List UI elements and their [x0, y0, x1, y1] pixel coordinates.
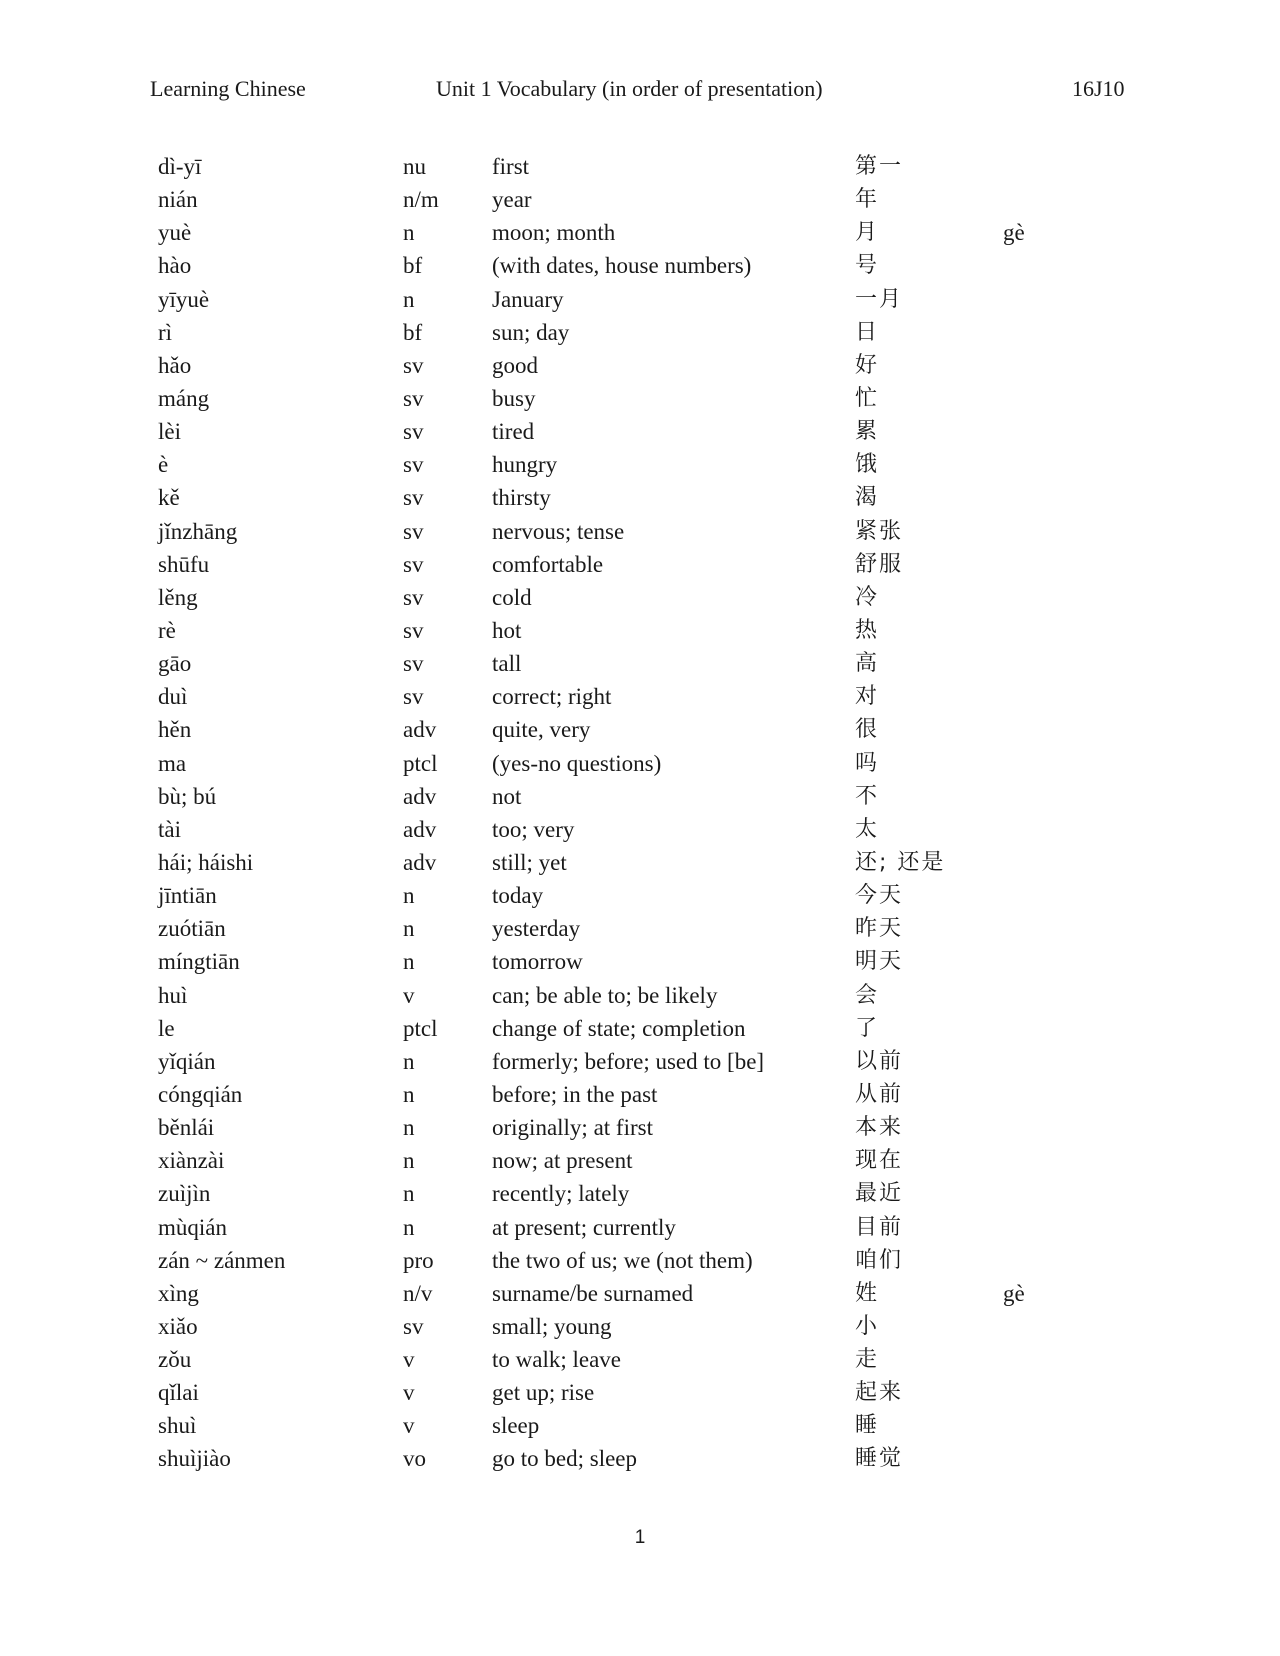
part-of-speech-cell: n — [403, 1115, 415, 1141]
vocab-row — [0, 1144, 1280, 1177]
chinese-characters-cell: 姓 — [855, 1280, 880, 1306]
pinyin-cell: huì — [158, 982, 188, 1008]
part-of-speech-cell: nu — [403, 154, 426, 179]
part-of-speech-cell: n — [403, 1081, 415, 1107]
pinyin-cell: jǐnzhāng — [158, 518, 238, 544]
pinyin-cell: jīntiān — [158, 883, 217, 909]
vocab-row — [0, 382, 1280, 415]
vocab-row — [0, 912, 1280, 945]
chinese-characters-cell: 年 — [855, 187, 880, 213]
pinyin-cell: shūfu — [158, 551, 210, 577]
english-meaning-cell: tall — [492, 651, 522, 677]
chinese-characters-cell: 目前 — [855, 1214, 904, 1240]
vocab-row — [0, 1442, 1280, 1475]
english-meaning-cell: too; very — [492, 816, 575, 842]
pinyin-cell: le — [158, 1015, 175, 1041]
vocab-row — [0, 1310, 1280, 1343]
english-meaning-cell: tomorrow — [492, 949, 583, 975]
part-of-speech-cell: n — [403, 220, 415, 246]
chinese-characters-cell: 了 — [855, 1015, 880, 1041]
header-course-title: Learning Chinese — [150, 76, 306, 101]
vocab-row — [0, 316, 1280, 349]
chinese-characters-cell: 太 — [855, 816, 880, 842]
pinyin-cell: è — [158, 452, 169, 478]
vocab-row — [0, 1012, 1280, 1045]
part-of-speech-cell: n/m — [403, 187, 439, 213]
english-meaning-cell: thirsty — [492, 485, 551, 511]
pinyin-cell: hái; háishi — [158, 849, 254, 875]
pinyin-cell: xìng — [158, 1280, 199, 1306]
english-meaning-cell: busy — [492, 385, 536, 411]
part-of-speech-cell: adv — [403, 783, 437, 809]
pinyin-cell: míngtiān — [158, 949, 240, 975]
part-of-speech-cell: v — [403, 1347, 415, 1373]
part-of-speech-cell: vo — [403, 1446, 426, 1472]
part-of-speech-cell: sv — [403, 419, 424, 445]
pinyin-cell: xiànzài — [158, 1148, 225, 1174]
chinese-characters-cell: 高 — [855, 651, 880, 677]
vocab-row — [0, 879, 1280, 912]
chinese-characters-cell: 日 — [855, 319, 880, 345]
chinese-characters-cell: 从前 — [855, 1081, 904, 1107]
vocab-row — [0, 1177, 1280, 1210]
pinyin-cell: zǒu — [158, 1347, 192, 1373]
english-meaning-cell: surname/be surnamed — [492, 1280, 694, 1306]
vocab-row — [0, 349, 1280, 382]
pinyin-cell: yǐqián — [158, 1048, 216, 1074]
vocab-row — [0, 548, 1280, 581]
pinyin-cell: hào — [158, 253, 192, 279]
part-of-speech-cell: sv — [403, 551, 424, 577]
part-of-speech-cell: bf — [403, 253, 423, 279]
part-of-speech-cell: n — [403, 286, 415, 312]
chinese-characters-cell: 昨天 — [855, 916, 904, 942]
english-meaning-cell: hot — [492, 617, 522, 643]
pinyin-cell: yuè — [158, 220, 192, 246]
english-meaning-cell: formerly; before; used to [be] — [492, 1048, 765, 1074]
chinese-characters-cell: 睡觉 — [855, 1446, 904, 1472]
chinese-characters-cell: 还; 还是 — [855, 849, 946, 875]
vocab-row — [0, 647, 1280, 680]
chinese-characters-cell: 起来 — [855, 1380, 904, 1406]
chinese-characters-cell: 热 — [855, 617, 880, 643]
pinyin-cell: cóngqián — [158, 1081, 243, 1107]
vocab-row — [0, 448, 1280, 481]
part-of-speech-cell: n/v — [403, 1280, 433, 1306]
chinese-characters-cell: 紧张 — [855, 518, 904, 544]
chinese-characters-cell: 累 — [855, 419, 880, 445]
vocab-row — [0, 515, 1280, 548]
vocab-row — [0, 614, 1280, 647]
measure-word-cell: gè — [1003, 220, 1025, 246]
part-of-speech-cell: n — [403, 949, 415, 975]
chinese-characters-cell: 号 — [855, 253, 880, 279]
chinese-characters-cell: 以前 — [855, 1048, 904, 1074]
english-meaning-cell: recently; lately — [492, 1181, 630, 1207]
vocab-row — [0, 1277, 1280, 1310]
vocab-row — [0, 1045, 1280, 1078]
part-of-speech-cell: n — [403, 916, 415, 942]
part-of-speech-cell: n — [403, 1181, 415, 1207]
english-meaning-cell: first — [492, 154, 530, 179]
chinese-characters-cell: 最近 — [855, 1181, 904, 1207]
english-meaning-cell: moon; month — [492, 220, 616, 246]
part-of-speech-cell: n — [403, 883, 415, 909]
chinese-characters-cell: 明天 — [855, 949, 904, 975]
part-of-speech-cell: sv — [403, 584, 424, 610]
part-of-speech-cell: bf — [403, 319, 423, 345]
part-of-speech-cell: sv — [403, 617, 424, 643]
vocab-row — [0, 680, 1280, 713]
pinyin-cell: shuì — [158, 1413, 197, 1439]
chinese-characters-cell: 会 — [855, 982, 880, 1008]
english-meaning-cell: at present; currently — [492, 1214, 676, 1240]
english-meaning-cell: small; young — [492, 1313, 612, 1339]
vocab-row — [0, 1078, 1280, 1111]
part-of-speech-cell: pro — [403, 1247, 434, 1273]
english-meaning-cell: originally; at first — [492, 1115, 653, 1141]
pinyin-cell: kě — [158, 485, 180, 511]
pinyin-cell: nián — [158, 187, 198, 213]
chinese-characters-cell: 咱们 — [855, 1247, 904, 1273]
vocab-row — [0, 581, 1280, 614]
english-meaning-cell: (yes-no questions) — [492, 750, 662, 776]
pinyin-cell: xiǎo — [158, 1313, 198, 1339]
part-of-speech-cell: v — [403, 1413, 415, 1439]
english-meaning-cell: sun; day — [492, 319, 570, 345]
pinyin-cell: dì-yī — [158, 154, 202, 179]
english-meaning-cell: go to bed; sleep — [492, 1446, 637, 1472]
english-meaning-cell: good — [492, 352, 538, 378]
english-meaning-cell: comfortable — [492, 551, 604, 577]
part-of-speech-cell: v — [403, 982, 415, 1008]
pinyin-cell: duì — [158, 684, 188, 710]
english-meaning-cell: sleep — [492, 1413, 540, 1439]
vocab-row — [0, 150, 1280, 183]
part-of-speech-cell: sv — [403, 352, 424, 378]
part-of-speech-cell: ptcl — [403, 1015, 438, 1041]
chinese-characters-cell: 忙 — [855, 385, 880, 411]
pinyin-cell: ma — [158, 750, 187, 776]
chinese-characters-cell: 第一 — [855, 154, 904, 179]
pinyin-cell: rì — [158, 319, 173, 345]
chinese-characters-cell: 冷 — [855, 584, 880, 610]
chinese-characters-cell: 一月 — [855, 286, 904, 312]
english-meaning-cell: cold — [492, 584, 532, 610]
english-meaning-cell: quite, very — [492, 717, 591, 743]
vocab-row — [0, 846, 1280, 879]
header-code: 16J10 — [1072, 76, 1125, 101]
vocab-row — [0, 183, 1280, 216]
pinyin-cell: shuìjiào — [158, 1446, 231, 1472]
chinese-characters-cell: 对 — [855, 684, 880, 710]
pinyin-cell: lèi — [158, 419, 181, 445]
vocab-row — [0, 1409, 1280, 1442]
english-meaning-cell: (with dates, house numbers) — [492, 253, 752, 279]
chinese-characters-cell: 好 — [855, 352, 880, 378]
part-of-speech-cell: ptcl — [403, 750, 438, 776]
vocab-row — [0, 1376, 1280, 1409]
vocab-row — [0, 713, 1280, 746]
english-meaning-cell: nervous; tense — [492, 518, 625, 544]
english-meaning-cell: correct; right — [492, 684, 612, 710]
english-meaning-cell: change of state; completion — [492, 1015, 746, 1041]
page-number: 1 — [634, 1527, 646, 1548]
chinese-characters-cell: 月 — [855, 220, 880, 246]
vocab-row — [0, 1244, 1280, 1277]
english-meaning-cell: before; in the past — [492, 1081, 658, 1107]
pinyin-cell: máng — [158, 385, 210, 411]
part-of-speech-cell: sv — [403, 452, 424, 478]
pinyin-cell: rè — [158, 617, 176, 643]
chinese-characters-cell: 吗 — [855, 750, 880, 776]
part-of-speech-cell: n — [403, 1048, 415, 1074]
pinyin-cell: tài — [158, 816, 181, 842]
english-meaning-cell: tired — [492, 419, 535, 445]
pinyin-cell: zán ~ zánmen — [158, 1247, 286, 1273]
vocab-row — [0, 747, 1280, 780]
vocab-row — [0, 945, 1280, 978]
chinese-characters-cell: 饿 — [855, 452, 880, 478]
chinese-characters-cell: 本来 — [855, 1115, 904, 1141]
pinyin-cell: bù; bú — [158, 783, 217, 809]
vocab-row — [0, 1111, 1280, 1144]
pinyin-cell: hǎo — [158, 352, 192, 378]
english-meaning-cell: the two of us; we (not them) — [492, 1247, 753, 1273]
pinyin-cell: qǐlai — [158, 1380, 199, 1406]
english-meaning-cell: yesterday — [492, 916, 581, 942]
vocab-row — [0, 481, 1280, 514]
part-of-speech-cell: sv — [403, 485, 424, 511]
part-of-speech-cell: n — [403, 1148, 415, 1174]
english-meaning-cell: January — [492, 286, 564, 312]
vocab-row — [0, 283, 1280, 316]
english-meaning-cell: hungry — [492, 452, 558, 478]
pinyin-cell: mùqián — [158, 1214, 227, 1240]
chinese-characters-cell: 小 — [855, 1313, 880, 1339]
chinese-characters-cell: 睡 — [855, 1413, 880, 1439]
english-meaning-cell: today — [492, 883, 544, 909]
header-unit-title: Unit 1 Vocabulary (in order of presentation) — [436, 76, 823, 101]
pinyin-cell: lěng — [158, 584, 198, 610]
pinyin-cell: zuótiān — [158, 916, 226, 942]
part-of-speech-cell: sv — [403, 385, 424, 411]
part-of-speech-cell: adv — [403, 849, 437, 875]
part-of-speech-cell: sv — [403, 1313, 424, 1339]
vocab-row — [0, 813, 1280, 846]
part-of-speech-cell: v — [403, 1380, 415, 1406]
english-meaning-cell: year — [492, 187, 532, 213]
chinese-characters-cell: 现在 — [855, 1148, 904, 1174]
vocab-row — [0, 216, 1280, 249]
english-meaning-cell: can; be able to; be likely — [492, 982, 718, 1008]
part-of-speech-cell: adv — [403, 717, 437, 743]
pinyin-cell: yīyuè — [158, 286, 210, 312]
page-header — [0, 74, 1280, 104]
english-meaning-cell: to walk; leave — [492, 1347, 622, 1373]
vocab-row — [0, 415, 1280, 448]
pinyin-cell: gāo — [158, 651, 192, 677]
english-meaning-cell: get up; rise — [492, 1380, 595, 1406]
chinese-characters-cell: 渴 — [855, 485, 880, 511]
vocab-row — [0, 780, 1280, 813]
measure-word-cell: gè — [1003, 1280, 1025, 1306]
chinese-characters-cell: 走 — [855, 1347, 880, 1373]
vocabulary-list — [0, 150, 1280, 1476]
pinyin-cell: hěn — [158, 717, 192, 743]
english-meaning-cell: not — [492, 783, 522, 809]
chinese-characters-cell: 很 — [855, 717, 880, 743]
english-meaning-cell: now; at present — [492, 1148, 633, 1174]
chinese-characters-cell: 舒服 — [855, 551, 904, 577]
vocab-row — [0, 979, 1280, 1012]
pinyin-cell: běnlái — [158, 1115, 215, 1141]
part-of-speech-cell: sv — [403, 684, 424, 710]
chinese-characters-cell: 不 — [855, 783, 880, 809]
pinyin-cell: zuìjìn — [158, 1181, 211, 1207]
vocab-row — [0, 1211, 1280, 1244]
part-of-speech-cell: sv — [403, 651, 424, 677]
part-of-speech-cell: sv — [403, 518, 424, 544]
vocab-row — [0, 1343, 1280, 1376]
chinese-characters-cell: 今天 — [855, 883, 904, 909]
part-of-speech-cell: n — [403, 1214, 415, 1240]
part-of-speech-cell: adv — [403, 816, 437, 842]
english-meaning-cell: still; yet — [492, 849, 567, 875]
vocab-row — [0, 249, 1280, 282]
